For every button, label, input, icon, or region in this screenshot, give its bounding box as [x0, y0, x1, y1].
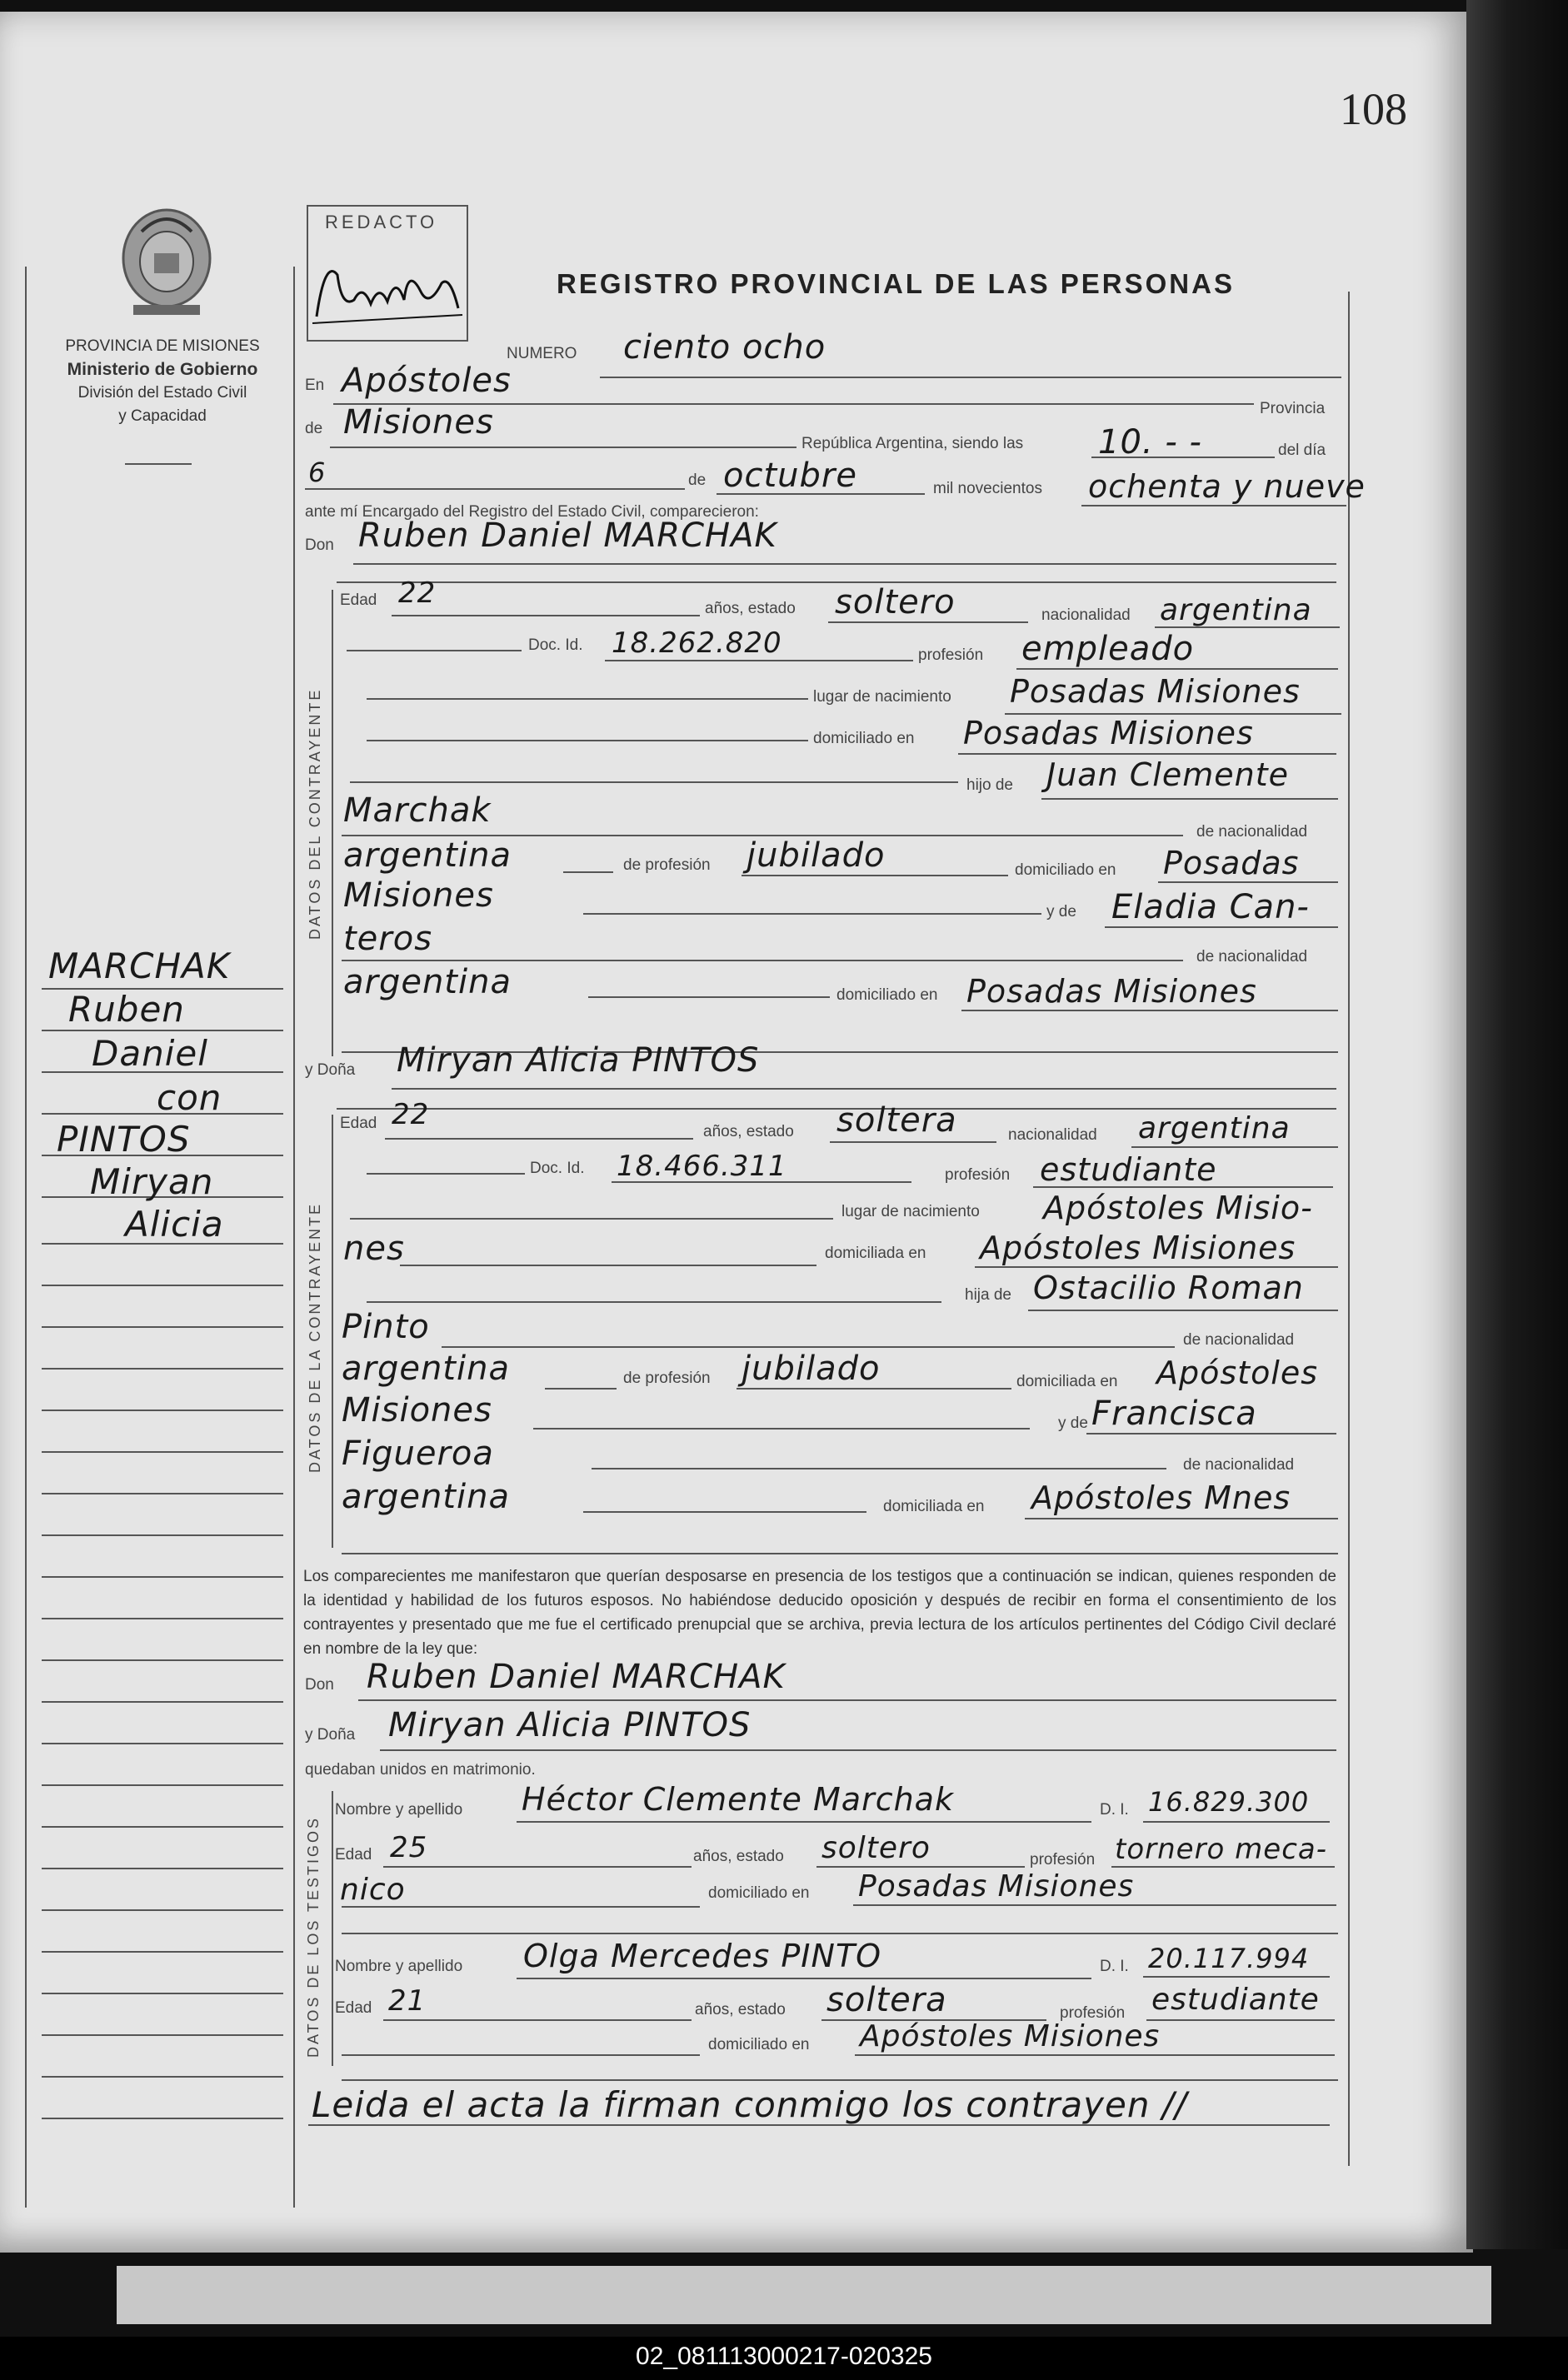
groom-prof: empleado	[1021, 630, 1195, 668]
bride-data-label: DATOS DE LA CONTRAYENTE	[307, 1201, 323, 1473]
bride-lugar-2: nes	[343, 1230, 405, 1268]
don-label: Don	[305, 536, 334, 554]
father-nac: argentina	[343, 836, 512, 875]
bride-estado-label: años, estado	[703, 1123, 794, 1140]
ministry-header	[33, 335, 292, 428]
groom-dom-label: domiciliado en	[813, 730, 915, 747]
del-dia-label: del día	[1278, 442, 1326, 459]
witness-data-label: DATOS DE LOS TESTIGOS	[305, 1815, 322, 2058]
en-label: En	[305, 377, 325, 394]
bmother-dom: Apóstoles Mnes	[1031, 1479, 1291, 1516]
provincia-value: Misiones	[343, 403, 494, 442]
bride-dom: Apóstoles Misiones	[980, 1230, 1296, 1266]
lugar-value: Apóstoles	[342, 362, 512, 400]
bride-dom-label: domiciliada en	[825, 1245, 926, 1262]
w2-dom: Apóstoles Misiones	[860, 2019, 1161, 2053]
de-mes-label: de	[688, 472, 707, 489]
bride-lugar: Apóstoles Misio-	[1043, 1190, 1313, 1226]
mother-nac-label: de nacionalidad	[1196, 948, 1308, 965]
groom-nac-label: nacionalidad	[1041, 606, 1131, 624]
father-dom-label: domiciliado en	[1015, 861, 1116, 879]
mil-novecientos-label: mil novecientos	[933, 480, 1042, 497]
bride-name-final: Miryan Alicia PINTOS	[388, 1706, 752, 1744]
bmother-label: y de	[1058, 1415, 1088, 1432]
page-number: 108	[1340, 84, 1407, 134]
bfather-dom-2: Misiones	[342, 1391, 492, 1429]
w2-dom-label: domiciliado en	[708, 2036, 810, 2053]
closing-statement: Leida el acta la firman conmigo los contrayen //	[312, 2084, 1188, 2125]
mother-nac: argentina	[343, 963, 512, 1001]
bride-age: 22	[392, 1098, 430, 1131]
bfather-dom: Apóstoles	[1156, 1355, 1319, 1391]
numero-value: ciento ocho	[623, 328, 826, 367]
w2-di: 20.117.994	[1148, 1943, 1310, 1974]
w2-age: 21	[388, 1984, 427, 2018]
don-final-label: Don	[305, 1676, 334, 1694]
bride-age-label: Edad	[340, 1115, 377, 1132]
groom-lugar: Posadas Misiones	[1010, 673, 1301, 710]
bride-prof: estudiante	[1040, 1151, 1217, 1188]
division-label: División del Estado Civil	[77, 384, 247, 402]
bride-prof-label: profesión	[945, 1166, 1011, 1184]
father-dom: Posadas	[1163, 845, 1300, 881]
bride-estado: soltera	[836, 1101, 957, 1140]
w1-prof-label: profesión	[1030, 1851, 1096, 1869]
w1-age-label: Edad	[335, 1846, 372, 1864]
w2-prof: estudiante	[1151, 1983, 1320, 2017]
groom-father-2: Marchak	[343, 791, 492, 830]
dona-label: y Doña	[305, 1061, 356, 1079]
mother-dom-label: domiciliado en	[836, 986, 938, 1004]
groom-estado-label: años, estado	[705, 600, 796, 617]
bmother-dom-label: domiciliada en	[883, 1498, 985, 1515]
margin-name-2: Ruben	[68, 989, 185, 1030]
bride-nac: argentina	[1138, 1111, 1291, 1145]
w2-name: Olga Mercedes PINTO	[523, 1938, 882, 1974]
division-label-2: y Capacidad	[118, 407, 207, 425]
groom-age-label: Edad	[340, 591, 377, 609]
margin-name-1: MARCHAK	[48, 946, 231, 986]
bfather-nac: argentina	[342, 1350, 510, 1388]
w2-prof-label: profesión	[1060, 2004, 1126, 2022]
margin-name-7: Alicia	[125, 1204, 224, 1245]
father-prof-label: de profesión	[623, 856, 711, 874]
w2-estado: soltera	[826, 1981, 947, 2019]
province-label: PROVINCIA DE MISIONES	[65, 337, 260, 355]
groom-lugar-label: lugar de nacimiento	[813, 688, 951, 706]
dona-final-label: y Doña	[305, 1726, 356, 1744]
margin-name-3: Daniel	[92, 1033, 208, 1074]
registry-title: REGISTRO PROVINCIAL DE LAS PERSONAS	[557, 268, 1235, 299]
groom-father: Juan Clemente	[1046, 756, 1289, 793]
w2-di-label: D. I.	[1100, 1958, 1129, 1975]
de-label: de	[305, 420, 323, 437]
left-margin-line-2	[293, 267, 295, 2208]
groom-hijo-label: hijo de	[966, 776, 1013, 794]
redacto-label: REDACTO	[325, 212, 438, 232]
coat-of-arms-seal	[117, 207, 217, 323]
ministry-label: Ministerio de Gobierno	[67, 360, 258, 379]
left-margin-line	[25, 267, 27, 2208]
groom-estado: soltero	[835, 583, 956, 621]
bride-mother: Francisca	[1091, 1395, 1257, 1433]
divider	[125, 463, 192, 465]
w1-dom-label: domiciliado en	[708, 1884, 810, 1902]
bmother-nac: argentina	[342, 1478, 510, 1516]
image-id-caption: 02_081113000217-020325	[636, 2343, 932, 2370]
bride-mother-2: Figueroa	[342, 1434, 494, 1473]
bride-father-2: Pinto	[342, 1308, 430, 1346]
groom-mother-2: teros	[343, 920, 433, 958]
w1-di-label: D. I.	[1100, 1801, 1129, 1819]
bride-doc-label: Doc. Id.	[530, 1160, 585, 1177]
margin-name-5: PINTOS	[57, 1119, 191, 1160]
groom-name: Ruben Daniel MARCHAK	[358, 516, 777, 555]
w1-dom: Posadas Misiones	[858, 1869, 1135, 1904]
w2-name-label: Nombre y apellido	[335, 1958, 463, 1975]
groom-dom: Posadas Misiones	[963, 715, 1254, 751]
mother-label: y de	[1046, 903, 1076, 921]
groom-prof-label: profesión	[918, 646, 984, 664]
w2-estado-label: años, estado	[695, 2001, 786, 2018]
hora-value: 10. - -	[1098, 423, 1202, 462]
numero-label: NUMERO	[507, 345, 577, 362]
bfather-nac-label: de nacionalidad	[1183, 1331, 1295, 1349]
ante-mi-label: ante mí Encargado del Registro del Estado Civil, comparecieron:	[305, 503, 759, 521]
groom-age: 22	[398, 576, 437, 610]
bfather-prof: jubilado	[742, 1350, 881, 1388]
w1-name: Héctor Clemente Marchak	[522, 1781, 954, 1818]
bmother-nac-label: de nacionalidad	[1183, 1456, 1295, 1474]
groom-name-final: Ruben Daniel MARCHAK	[367, 1658, 786, 1696]
mes-value: octubre	[723, 457, 857, 495]
w1-prof-2: nico	[340, 1873, 406, 1907]
quedaban-label: quedaban unidos en matrimonio.	[305, 1761, 536, 1779]
bride-name: Miryan Alicia PINTOS	[397, 1041, 760, 1080]
w1-age: 25	[390, 1831, 428, 1864]
provincia-label: Provincia	[1260, 400, 1326, 417]
republica-label: República Argentina, siendo las	[801, 435, 1024, 452]
anio-value: ochenta y nueve	[1088, 468, 1366, 505]
w1-name-label: Nombre y apellido	[335, 1801, 463, 1819]
father-nac-label: de nacionalidad	[1196, 823, 1308, 841]
margin-name-6: Miryan	[90, 1161, 214, 1202]
bride-hija-label: hija de	[965, 1286, 1011, 1304]
mother-dom: Posadas Misiones	[966, 973, 1257, 1010]
w2-age-label: Edad	[335, 1999, 372, 2017]
bride-doc: 18.466.311	[617, 1150, 787, 1183]
father-dom-2: Misiones	[343, 876, 494, 915]
w1-prof: tornero meca-	[1115, 1833, 1328, 1866]
clerk-signature	[308, 250, 467, 333]
bride-nac-label: nacionalidad	[1008, 1126, 1097, 1144]
w1-estado: soltero	[821, 1831, 931, 1865]
margin-name-4: con	[157, 1077, 222, 1118]
w1-estado-label: años, estado	[693, 1848, 784, 1865]
w1-di: 16.829.300	[1148, 1786, 1310, 1818]
right-margin-line	[1348, 292, 1350, 2166]
dia-value: 6	[308, 457, 327, 488]
groom-doc-label: Doc. Id.	[528, 636, 583, 654]
bride-father: Ostacilio Roman	[1033, 1270, 1304, 1306]
groom-mother: Eladia Can-	[1111, 888, 1310, 926]
bfather-dom-label: domiciliada en	[1016, 1373, 1118, 1390]
groom-nac: argentina	[1160, 593, 1312, 627]
father-prof: jubilado	[747, 836, 886, 875]
bride-lugar-label: lugar de nacimiento	[841, 1203, 980, 1220]
bfather-prof-label: de profesión	[623, 1370, 711, 1387]
groom-data-label: DATOS DEL CONTRAYENTE	[307, 687, 323, 940]
groom-doc: 18.262.820	[612, 626, 782, 660]
page-edge	[117, 2266, 1491, 2324]
book-spine	[1466, 0, 1568, 2249]
consent-paragraph: Los comparecientes me manifestaron que querían desposarse en presencia de los testigos que a continuación se indican, quienes responden de la identidad y habilidad de los futuros esposos. No habiéndose deducido oposición y después de recibir en forma el consentimiento de los contrayentes y presentado que me fue el certificado prenupcial que se archiva, previa lectura de los artículos pertinentes del Código Civil declaré en nombre de la ley que:	[303, 1568, 1336, 1658]
